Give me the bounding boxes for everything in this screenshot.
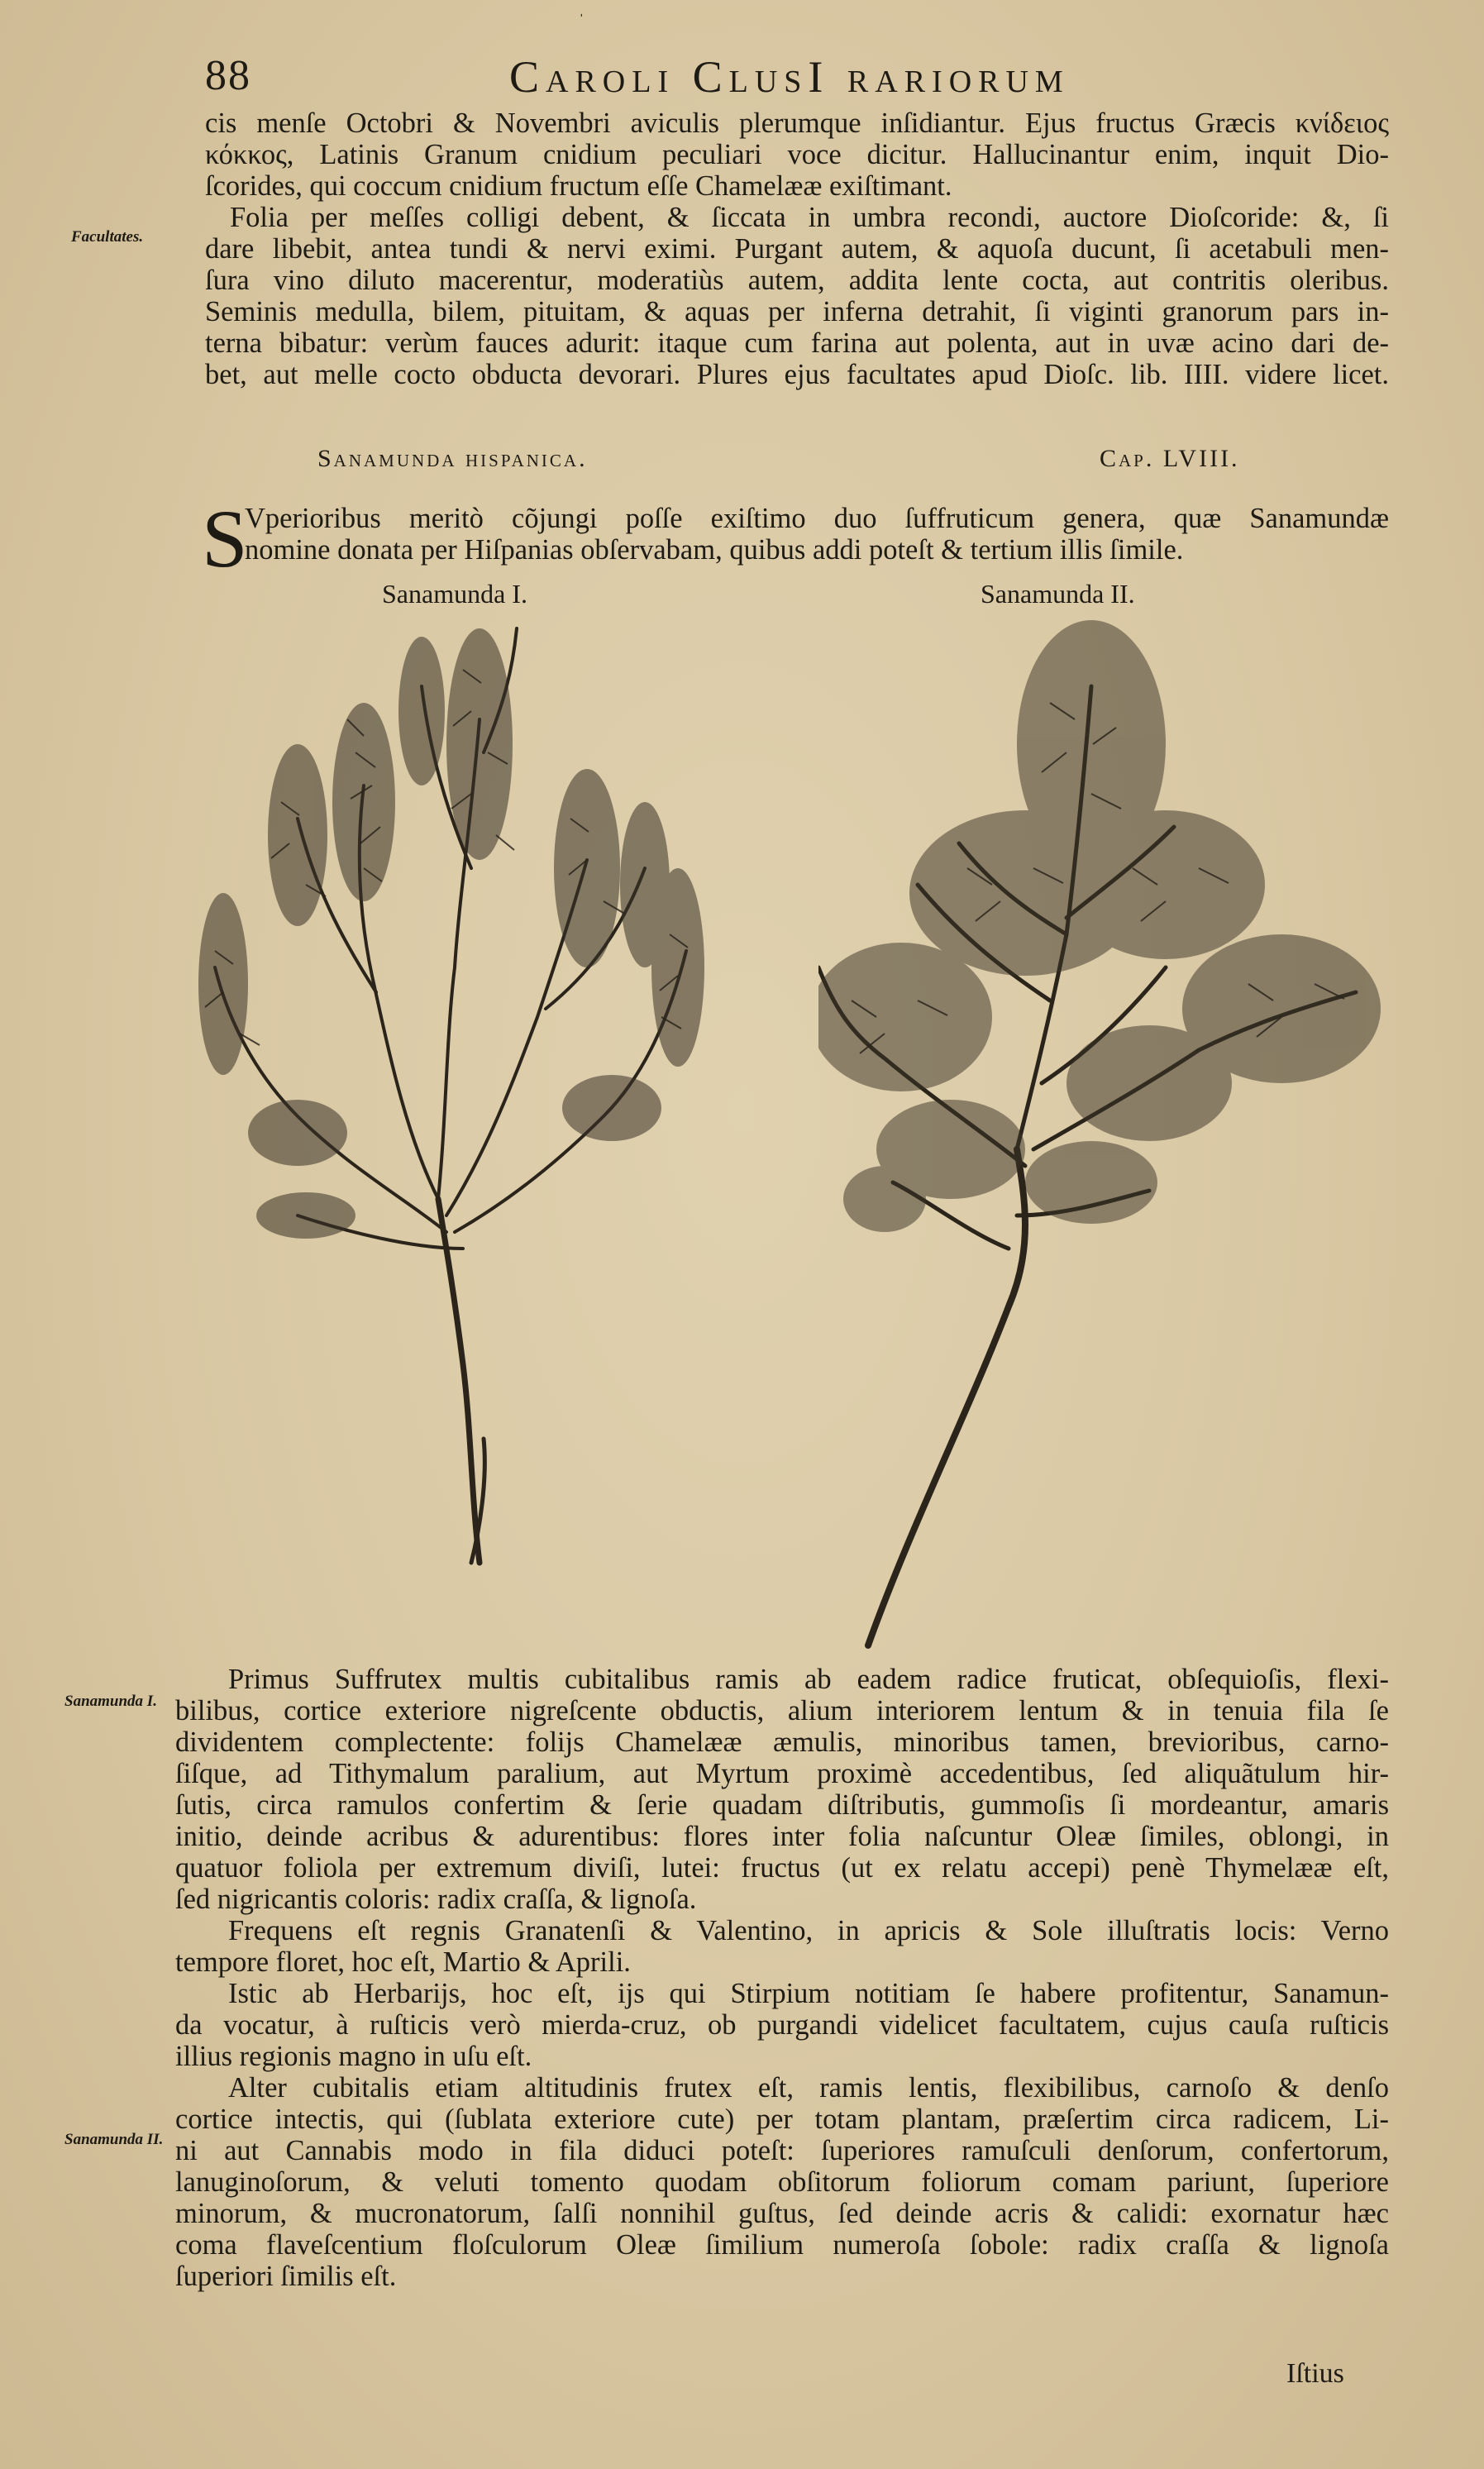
text-line: ni aut Cannabis modo in fila diduci poteſt: ſuperiores ramuſculi denſorum, confertorum,: [175, 2135, 1389, 2166]
text-line: ſuperiori ſimilis eſt.: [175, 2261, 397, 2292]
text-line: coma flaveſcentium floſculorum Oleæ ſimilium numeroſa ſobole: radix craſſa & lignoſa: [175, 2229, 1389, 2261]
text-line: Folia per meſſes colligi debent, & ſiccata in umbra recondi, auctore Dioſcoride: &, ſi: [230, 202, 1389, 233]
text-line: Primus Suffrutex multis cubitalibus ramis ab eadem radice fruticat, obſequioſis, flexi-: [228, 1664, 1389, 1695]
chapter-label: Cap. LVIII.: [1100, 445, 1240, 472]
section-title: Sanamunda hispanica.: [317, 445, 588, 472]
plant-drawing: [198, 620, 711, 1596]
page-header: [205, 51, 1387, 109]
body-text-block: [175, 1664, 1389, 2292]
text-line: κόκκος, Latinis Granum cnidium peculiari voce dicitur. Hallucinantur enim, inquit Dio-: [205, 139, 1389, 170]
text-line: cortice intectis, qui (ſublata exteriore cute) per totam plantam, præſertim circa radicem, Li-: [175, 2104, 1389, 2135]
figure-caption-right: Sanamunda II.: [981, 579, 1135, 609]
text-line: dare libebit, antea tundi & nervi eximi. Purgant autem, & aquoſa ducunt, ſi acetabuli men-: [205, 233, 1389, 265]
text-line: ſura vino diluto macerentur, moderatiùs autem, addita lente cocta, aut contritis oleribus.: [205, 265, 1389, 296]
text-line: ſutis, circa ramulos confertim & ſerie quadam diſtributis, gummoſis ſi mordeantur, amaris: [175, 1789, 1389, 1821]
drop-cap: S: [202, 493, 248, 585]
catchword: Iſtius: [1286, 2358, 1344, 2389]
text-line: Frequens eſt regnis Granatenſi & Valentino, in apricis & Sole illuſtratis locis: Verno: [228, 1915, 1389, 1946]
figure-caption-left: Sanamunda I.: [382, 579, 527, 609]
text-line: bet, aut melle cocto obducta devorari. Plures ejus facultates apud Dioſc. lib. IIII. videre licet.: [205, 359, 1389, 390]
text-line: dividentem complectente: folijs Chamelææ æmulis, minoribus tamen, brevioribus, carno-: [175, 1726, 1389, 1758]
intro-text: [245, 503, 1389, 566]
text-line: nomine donata per Hiſpanias obſervabam, quibus addi poteſt & tertium illis ſimile.: [245, 534, 1184, 566]
page-mark: ˈ: [579, 12, 585, 30]
text-line: ſed nigricantis coloris: radix craſſa, & lignoſa.: [175, 1884, 697, 1915]
margin-note-sanamunda-2: Sanamunda II.: [64, 2131, 164, 2148]
page-number: 88: [205, 52, 251, 99]
text-line: lanuginoſorum, & veluti tomento quodam obſitorum foliorum comam pariunt, ſuperiore: [175, 2166, 1389, 2198]
margin-note-sanamunda-1: Sanamunda I.: [64, 1693, 157, 1710]
sanamunda-i-woodcut: [198, 620, 711, 1596]
text-line: quatuor foliola per extremum diviſi, lutei: fructus (ut ex relatu accepi) penè Thymelææ eſt,: [175, 1852, 1389, 1884]
text-line: illius regionis magno in uſu eſt.: [175, 2041, 532, 2072]
plant-drawing: [818, 620, 1389, 1654]
top-text-block: [205, 107, 1389, 390]
text-line: Istic ab Herbarijs, hoc eſt, ijs qui Stirpium notitiam ſe habere profitentur, Sanamun-: [228, 1978, 1389, 2009]
text-line: da vocatur, à ruſticis verò mierda-cruz, ob purgandi videlicet facultatem, cujus cauſa ruſticis: [175, 2009, 1389, 2041]
text-line: Seminis medulla, bilem, pituitam, & aquas per inferna detrahit, ſi viginti granorum pars in-: [205, 296, 1389, 327]
margin-note-facultates: Facultates.: [71, 228, 144, 246]
text-line: ſiſque, ad Tithymalum paralium, aut Myrtum proximè accedentibus, ſed aliquãtulum hir-: [175, 1758, 1389, 1789]
text-line: cis menſe Octobri & Novembri aviculis plerumque inſidiantur. Ejus fructus Græcis κνίδειος: [205, 107, 1389, 139]
sanamunda-ii-woodcut: [818, 620, 1389, 1654]
text-line: minorum, & mucronatorum, ſalſi nonnihil guſtus, ſed deinde acris & calidi: exornatur hæc: [175, 2198, 1389, 2229]
text-line: terna bibatur: verùm fauces adurit: itaque cum farina aut polenta, aut in uvæ acino dari de-: [205, 327, 1389, 359]
text-line: ſcorides, qui coccum cnidium fructum eſſe Chamelææ exiſtimant.: [205, 170, 952, 202]
text-line: initio, deinde acribus & adurentibus: flores inter folia naſcuntur Oleæ ſimiles, oblongi, in: [175, 1821, 1389, 1852]
text-line: tempore floret, hoc eſt, Martio & Aprili.: [175, 1946, 631, 1978]
running-title: Caroli ClusI rariorum: [509, 52, 1070, 102]
text-line: Vperioribus meritò cõjungi poſſe exiſtimo duo ſuffruticum genera, quæ Sanamundæ: [245, 503, 1389, 534]
text-line: bilibus, cortice exteriore nigreſcente obductis, alium interiorem lentum & in tenuia fila ſe: [175, 1695, 1389, 1726]
text-line: Alter cubitalis etiam altitudinis frutex eſt, ramis lentis, flexibilibus, carnoſo & denſo: [228, 2072, 1389, 2104]
